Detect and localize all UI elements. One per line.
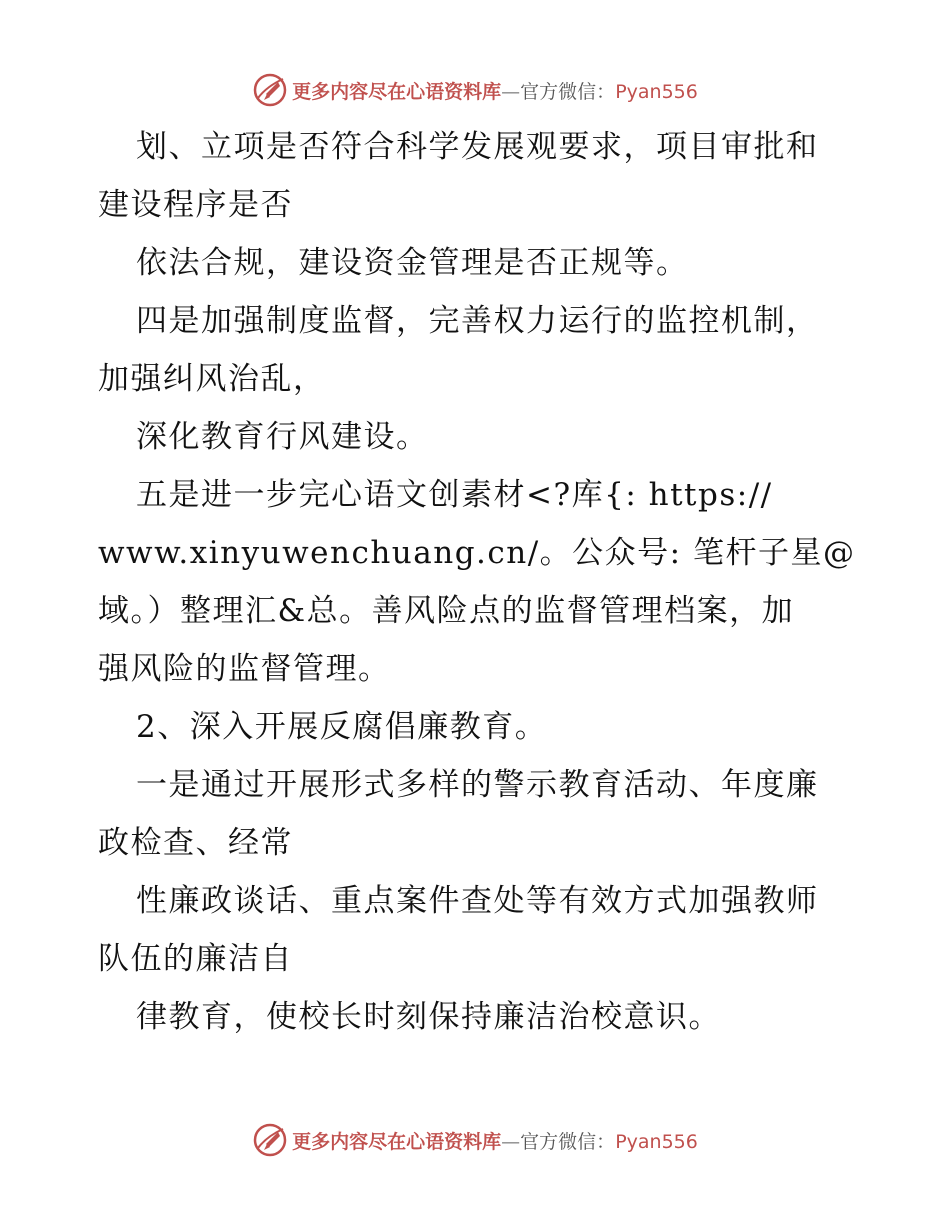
text-line: 域。）整理汇&总。善风险点的监督管理档案，加 (98, 593, 795, 629)
header-banner (0, 70, 950, 110)
banner-brand-text: 更多内容尽在心语资料库 (292, 1130, 502, 1153)
banner-wechat-id: Pyan556 (615, 80, 698, 103)
text-line: 加强纠风治乱， (98, 361, 326, 397)
text-line: 一是通过开展形式多样的警示教育活动、年度廉 (136, 767, 819, 803)
text-line: 四是加强制度监督，完善权力运行的监控机制， (136, 303, 819, 339)
text-line: www.xinyuwenchuang.cn/。公众号: 笔杆子星@ (98, 535, 856, 571)
text-line: 五是进一步完心语文创素材<?库{: https:// (136, 477, 773, 513)
banner-wechat-id: Pyan556 (615, 1130, 698, 1153)
banner-label: 官方微信： (520, 80, 616, 103)
banner-separator: — (501, 80, 521, 103)
text-line: 划、立项是否符合科学发展观要求，项目审批和 (136, 129, 819, 165)
text-line: 深化教育行风建设。 (136, 419, 429, 455)
text-line: 性廉政谈话、重点案件查处等有效方式加强教师 (136, 883, 819, 919)
text-line: 律教育，使校长时刻保持廉洁治校意识。 (136, 999, 721, 1035)
pen-nib-logo-icon (252, 1122, 288, 1158)
pen-nib-logo-icon (252, 72, 288, 108)
banner-label: 官方微信： (520, 1130, 616, 1153)
text-line: 2、深入开展反腐倡廉教育。 (136, 709, 548, 745)
text-line: 建设程序是否 (98, 187, 293, 223)
document-body (98, 118, 858, 1046)
footer-banner (0, 1120, 950, 1160)
text-line: 依法合规，建设资金管理是否正规等。 (136, 245, 689, 281)
banner-brand-text: 更多内容尽在心语资料库 (292, 80, 502, 103)
text-line: 队伍的廉洁自 (98, 941, 293, 977)
text-line: 政检查、经常 (98, 825, 293, 861)
banner-separator: — (501, 1130, 521, 1153)
text-line: 强风险的监督管理。 (98, 651, 391, 687)
